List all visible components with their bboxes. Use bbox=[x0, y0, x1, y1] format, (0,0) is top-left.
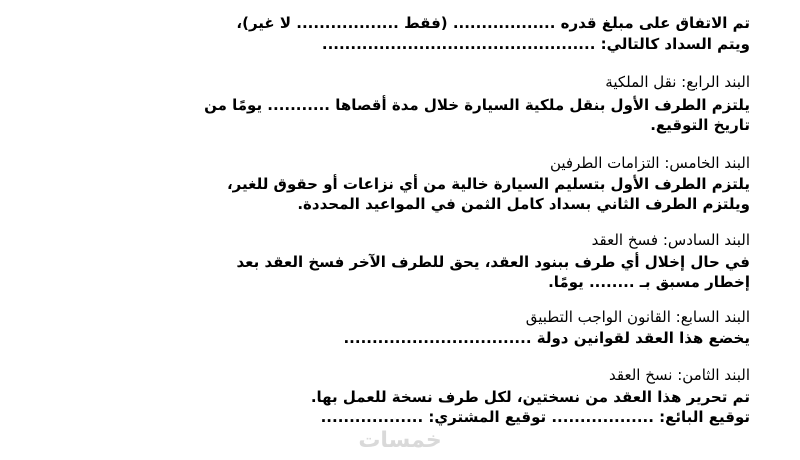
amount-line: تم الاتفاق على مبلغ قدره .................. (فقط .................. لا غير)، bbox=[236, 14, 750, 32]
clause-7-heading: البند السابع: القانون الواجب التطبيق bbox=[525, 308, 750, 326]
clause-4-text-line-2: تاريخ التوقيع. bbox=[650, 116, 750, 134]
clause-6-text-line-1: في حال إخلال أي طرف ببنود العقد، يحق للطرف الآخر فسخ العقد بعد bbox=[236, 253, 750, 271]
clause-5-heading: البند الخامس: التزامات الطرفين bbox=[549, 154, 750, 172]
payment-line: ويتم السداد كالتالي: ................................................ bbox=[321, 35, 750, 53]
clause-4-text-line-1: يلتزم الطرف الأول بنقل ملكية السيارة خلال مدة أقصاها ........... يومًا من bbox=[204, 96, 750, 114]
khamsat-watermark: خمسات bbox=[358, 428, 442, 453]
clause-5-text-line-1: يلتزم الطرف الأول بتسليم السيارة خالية من أي نزاعات أو حقوق للغير، bbox=[226, 175, 750, 193]
clause-4-heading: البند الرابع: نقل الملكية bbox=[605, 73, 750, 91]
clause-5-text-line-2: ويلتزم الطرف الثاني بسداد كامل الثمن في المواعيد المحددة. bbox=[297, 195, 750, 213]
clause-8-text: تم تحرير هذا العقد من نسختين، لكل طرف نسخة للعمل بها. bbox=[310, 388, 750, 406]
signatures-line: توقيع البائع: .................. توقيع المشتري: .................. bbox=[320, 408, 750, 426]
clause-6-text-line-2: إخطار مسبق بـ ........ يومًا. bbox=[548, 273, 750, 291]
clause-8-heading: البند الثامن: نسخ العقد bbox=[609, 366, 750, 384]
clause-6-heading: البند السادس: فسخ العقد bbox=[591, 231, 750, 249]
clause-7-text: يخضع هذا العقد لقوانين دولة ................................. bbox=[343, 329, 750, 347]
